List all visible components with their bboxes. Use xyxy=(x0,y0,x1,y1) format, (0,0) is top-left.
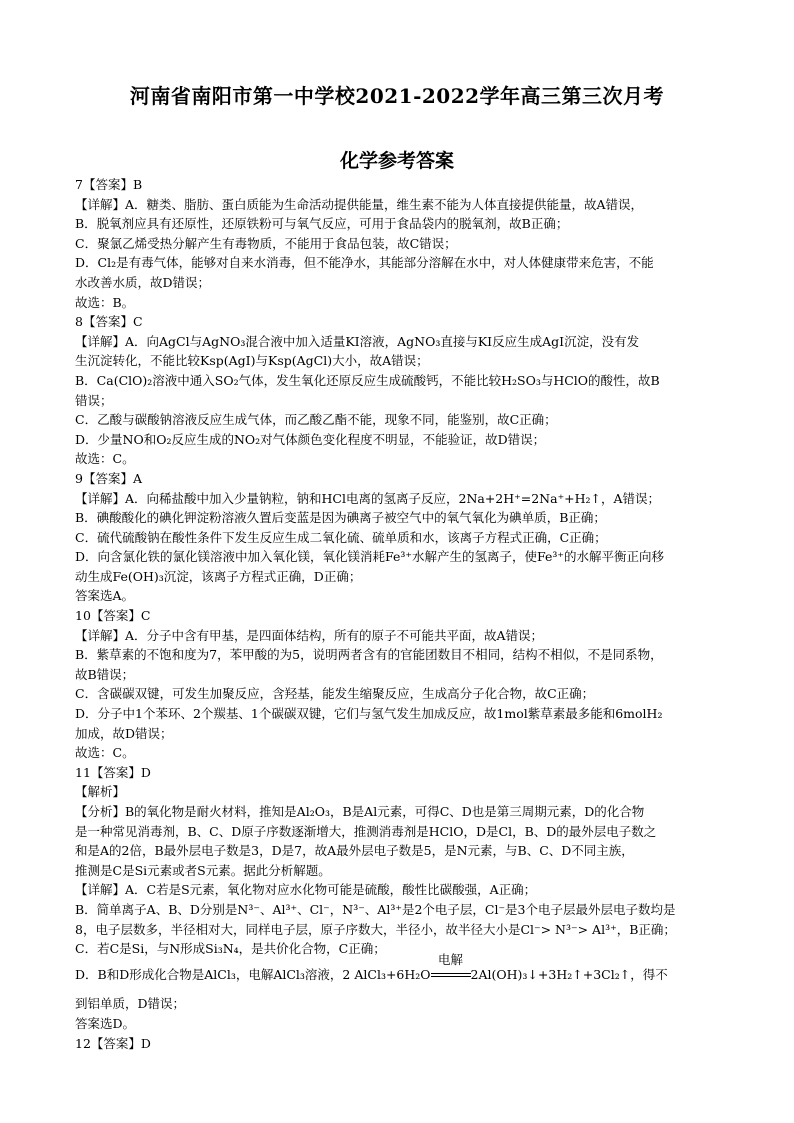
text-line: 推测是C是Si元素或者S元素。据此分析解题。 xyxy=(75,862,331,878)
text-line: 8，电子层数多，半径相对大，同样电子层，原子序数大，半径小，故半径大小是Cl⁻> N³⁻> Al³⁺，B正确； xyxy=(75,921,676,937)
text-line: 错误； xyxy=(75,392,113,408)
reaction-arrow xyxy=(431,951,471,985)
text-line: B．碘酸酸化的碘化钾淀粉溶液久置后变蓝是因为碘离子被空气中的氧气氧化为碘单质，B正确； xyxy=(75,510,606,526)
text-line: 答案选D。 xyxy=(75,1015,136,1031)
text-line: 是一种常见消毒剂，B、C、D原子序数逐渐增大，推测消毒剂是HClO，D是Cl，B、D的最外层电子数之 xyxy=(75,823,657,839)
page-subtitle: 化学参考答案 xyxy=(339,150,454,172)
text-line: 8【答案】C xyxy=(75,314,143,330)
text-line: 【解析】 xyxy=(75,784,126,800)
text-line: 答案选A。 xyxy=(75,588,135,604)
text-line: 和是A的2倍，B最外层电子数是3，D是7，故A最外层电子数是5，是N元素，与B、C、D不同主族， xyxy=(75,843,634,859)
text-line: 【详解】A．向AgCl与AgNO₃混合液中加入适量KI溶液，AgNO₃直接与KI反应生成AgI沉淀，没有发 xyxy=(75,333,640,349)
text-line: 生沉淀转化，不能比较Ksp(AgI)与Ksp(AgCl)大小，故A错误； xyxy=(75,353,429,369)
text-line: 故选：B。 xyxy=(75,294,135,310)
text-line: 【详解】A．糖类、脂肪、蛋白质能为生命活动提供能量，维生素不能为人体直接提供能量，故A错误， xyxy=(75,196,644,212)
text-line: C．乙酸与碳酸钠溶液反应生成气体，而乙酸乙酯不能，现象不同，能鉴别，故C正确； xyxy=(75,412,557,428)
reaction-condition: 电解 xyxy=(438,951,464,967)
text-line: 7【答案】B xyxy=(75,177,143,192)
text-line: 12【答案】D xyxy=(75,1035,151,1051)
text-line: B．Ca(ClO)₂溶液中通入SO₂气体，发生氧化还原反应生成硫酸钙，不能比较H₂SO₃与HClO的酸性，故B xyxy=(75,372,660,388)
text-line: C．若C是Si，与N形成Si₃N₄，是共价化合物，C正确； xyxy=(75,941,386,957)
answer-content xyxy=(75,175,735,1053)
equation-suffix: 2Al(OH)₃↓+3H₂↑+3Cl₂↑，得不 xyxy=(470,966,668,982)
text-line: 9【答案】A xyxy=(75,470,142,486)
text-line: 【详解】A．分子中含有甲基，是四面体结构，所有的原子不可能共平面，故A错误； xyxy=(75,627,544,643)
text-line: 故选：C。 xyxy=(75,451,135,467)
text-line: C．聚氯乙烯受热分解产生有毒物质，不能用于食品包装，故C错误； xyxy=(75,235,457,251)
text-line: C．硫代硫酸钠在酸性条件下发生反应生成二氧化硫、硫单质和水，该离子方程式正确，C正确； xyxy=(75,529,607,545)
text-line: 11【答案】D xyxy=(75,764,151,780)
text-line: B．脱氧剂应具有还原性，还原铁粉可与氧气反应，可用于食品袋内的脱氧剂，故B正确； xyxy=(75,216,569,232)
text-line: 故B错误； xyxy=(75,666,135,682)
page-title: 河南省南阳市第一中学校2021-2022学年高三第三次月考 xyxy=(129,84,665,108)
text-line: 【详解】A．向稀盐酸中加入少量钠粒，钠和HCl电离的氢离子反应，2Na+2H⁺=2Na⁺+H₂↑，A错误； xyxy=(75,490,661,506)
text-line: 【详解】A．C若是S元素，氧化物对应水化物可能是硫酸，酸性比碳酸强，A正确； xyxy=(75,882,537,898)
electrolysis-equation-line xyxy=(75,951,735,985)
text-line: 10【答案】C xyxy=(75,608,151,624)
text-line: B．简单离子A、B、D分别是N³⁻、Al³⁺、Cl⁻，N³⁻、Al³⁺是2个电子层，Cl⁻是3个电子层最外层电子数均是 xyxy=(75,901,676,917)
text-line: 故选：C。 xyxy=(75,745,135,761)
equation-prefix: D．B和D形成化合物是AlCl₃，电解AlCl₃溶液，2 AlCl₃+6H₂O xyxy=(75,966,431,982)
text-line: B．紫草素的不饱和度为7，苯甲酸的为5，说明两者含有的官能团数目不相同，结构不相似，不是同系物， xyxy=(75,647,663,663)
text-line: 【分析】B的氧化物是耐火材料，推知是Al₂O₃，B是Al元素，可得C、D也是第三周期元素，D的化合物 xyxy=(75,804,645,819)
text-line: D．Cl₂是有毒气体，能够对自来水消毒，但不能净水，其能部分溶解在水中，对人体健康带来危害，不能 xyxy=(75,255,654,271)
text-line: 加成，故D错误； xyxy=(75,725,173,741)
text-line: D．少量NO和O₂反应生成的NO₂对气体颜色变化程度不明显，不能验证，故D错误； xyxy=(75,431,546,447)
text-line: C．含碳碳双键，可发生加聚反应，含羟基，能发生缩聚反应，生成高分子化合物，故C正确； xyxy=(75,686,595,702)
text-line: D．分子中1个苯环、2个羰基、1个碳碳双键，它们与氢气发生加成反应，故1mol紫草素最多能和6molH₂ xyxy=(75,706,663,722)
equals-bar xyxy=(431,973,471,977)
text-line: 水改善水质，故D错误； xyxy=(75,274,211,290)
text-line: 到铝单质，D错误； xyxy=(75,996,186,1012)
text-line: 动生成Fe(OH)₃沉淀，该离子方程式正确，D正确； xyxy=(75,568,362,584)
text-line: D．向含氯化铁的氯化镁溶液中加入氧化镁，氧化镁消耗Fe³⁺水解产生的氢离子，使Fe³⁺的水解平衡正向移 xyxy=(75,549,665,565)
